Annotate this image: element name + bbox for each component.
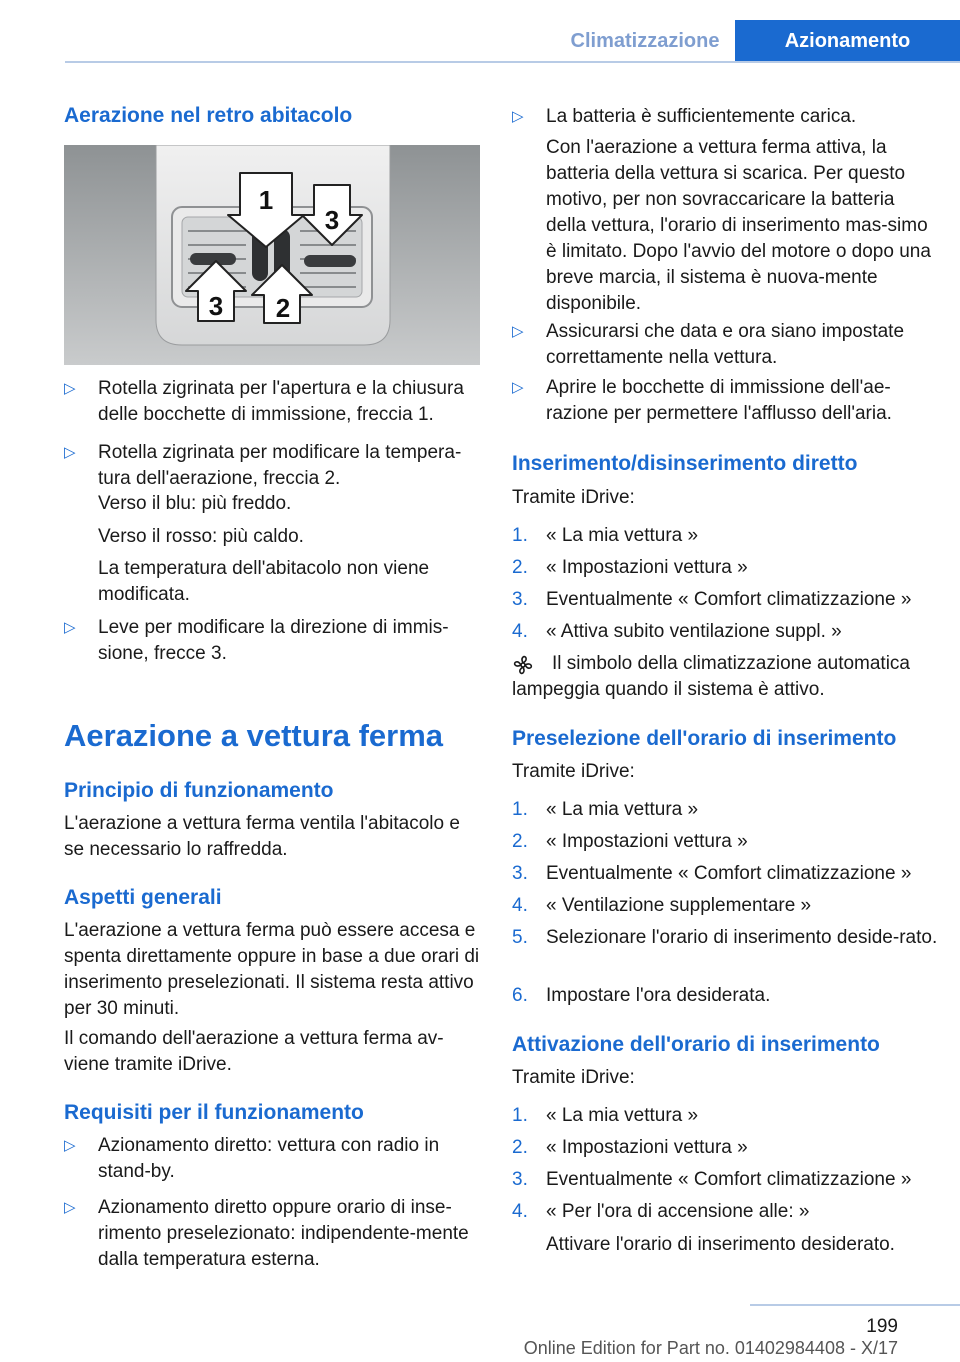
rear-vent-illustration <box>64 145 480 365</box>
step-item <box>512 893 932 919</box>
step-text: Impostare l'ora desiderata. <box>546 985 771 1006</box>
step-number: 3. <box>512 1169 528 1190</box>
heading-principle: Principio di funzionamento <box>64 779 334 802</box>
via-idrive-text: Tramite iDrive: <box>512 487 635 508</box>
step-item <box>512 555 932 581</box>
step-text: « Impostazioni vettura » <box>546 831 748 852</box>
step-number: 1. <box>512 525 528 546</box>
direct-note: Il simbolo della climatizzazione automatica lampeggia quando il sistema è attivo. <box>512 653 910 700</box>
bullet-item <box>512 104 932 130</box>
step-item <box>512 523 932 549</box>
bullet-text: Azionamento diretto: vettura con radio in stand-by. <box>98 1135 440 1182</box>
activation-extra: Attivare l'orario di inserimento desiderato. <box>546 1234 895 1255</box>
step-text: Eventualmente « Comfort climatizzazione » <box>546 589 912 610</box>
heading-rear-ventilation: Aerazione nel retro abitacolo <box>64 104 353 127</box>
step-number: 3. <box>512 589 528 610</box>
step-text: « Impostazioni vettura » <box>546 1137 748 1158</box>
step-text: Eventualmente « Comfort climatizzazione » <box>546 863 912 884</box>
bullet-arrow-icon: ▷ <box>64 1199 76 1216</box>
step-text: « La mia vettura » <box>546 1105 699 1126</box>
bullet-arrow-icon: ▷ <box>512 323 524 340</box>
figure-label-1: 1 <box>258 185 274 215</box>
step-item <box>512 1135 932 1161</box>
bullet-arrow-icon: ▷ <box>64 444 76 461</box>
step-number: 4. <box>512 621 528 642</box>
bullet-item <box>64 615 482 667</box>
step-item <box>512 587 932 613</box>
main-title: Aerazione a vettura ferma <box>64 718 444 753</box>
fan-icon <box>512 654 534 676</box>
step-text: « La mia vettura » <box>546 799 699 820</box>
figure-label-3-left: 3 <box>208 291 224 321</box>
via-idrive-text: Tramite iDrive: <box>512 1067 635 1088</box>
figure-label-2: 2 <box>275 293 291 323</box>
page-number: 199 <box>866 1316 898 1337</box>
heading-requirements: Requisiti per il funzionamento <box>64 1101 364 1124</box>
step-number: 1. <box>512 799 528 820</box>
bullet-arrow-icon: ▷ <box>64 1137 76 1154</box>
bullet-arrow-icon: ▷ <box>64 380 76 397</box>
step-item <box>512 829 932 855</box>
edition-note: Online Edition for Part no. 01402984408 - X/17 <box>523 1338 898 1358</box>
step-number: 4. <box>512 1201 528 1222</box>
page-header <box>555 20 960 62</box>
bullet-text: Azionamento diretto oppure orario di inse‐rimento preselezionato: indipendente‐mente dalla temperatura esterna. <box>98 1197 469 1270</box>
figure-label-3-right: 3 <box>324 205 340 235</box>
step-item <box>512 1199 932 1225</box>
step-item <box>512 619 932 645</box>
bullet-item <box>512 375 932 427</box>
step-text: Selezionare l'orario di inserimento deside‐rato. <box>546 927 938 948</box>
step-text: « Attiva subito ventilazione suppl. » <box>546 621 842 642</box>
step-number: 2. <box>512 557 528 578</box>
step-number: 2. <box>512 1137 528 1158</box>
footer-divider <box>750 1304 960 1306</box>
step-number: 5. <box>512 927 528 948</box>
bullet-text: Rotella zigrinata per modificare la tempera‐tura dell'aerazione, freccia 2. <box>98 442 462 489</box>
step-text: « Ventilazione supplementare » <box>546 895 812 916</box>
bullet-item <box>64 1133 482 1185</box>
step-item <box>512 797 932 823</box>
bullet-arrow-icon: ▷ <box>512 108 524 125</box>
rear-vent-figure <box>64 145 480 365</box>
step-text: « Per l'ora di accensione alle: » <box>546 1201 810 1222</box>
header-divider <box>65 61 960 63</box>
bullet-subtext: Verso il blu: più freddo. <box>98 493 292 514</box>
heading-preselection: Preselezione dell'orario di inserimento <box>512 727 897 750</box>
bullet-text: Leve per modificare la direzione di immis‐sione, frecce 3. <box>98 617 449 664</box>
section-tab: Climatizzazione <box>570 29 720 52</box>
bullet-text: Assicurarsi che data e ora siano impostate correttamente nella vettura. <box>546 321 905 368</box>
bullet-item <box>512 319 932 371</box>
bullet-subtext: Verso il rosso: più caldo. <box>98 526 304 547</box>
step-item <box>512 1103 932 1129</box>
general-text-2: Il comando dell'aerazione a vettura ferma av‐viene tramite iDrive. <box>64 1028 444 1075</box>
step-number: 3. <box>512 863 528 884</box>
step-number: 1. <box>512 1105 528 1126</box>
step-text: « Impostazioni vettura » <box>546 557 748 578</box>
current-section-tab: Azionamento <box>735 20 960 62</box>
step-number: 6. <box>512 985 528 1006</box>
general-text-1: L'aerazione a vettura ferma può essere accesa e spenta direttamente oppure in base a due orari di inserimento preselezionati. Il sistema resta attivo per 30 minuti. <box>64 920 480 1019</box>
bullet-text: Aprire le bocchette di immissione dell'ae‐razione per permettere l'afflusso dell'aria. <box>546 377 892 424</box>
bullet-item <box>64 440 482 492</box>
heading-general: Aspetti generali <box>64 886 222 909</box>
step-item <box>512 1167 932 1193</box>
via-idrive-text: Tramite iDrive: <box>512 761 635 782</box>
step-number: 2. <box>512 831 528 852</box>
heading-direct: Inserimento/disinserimento diretto <box>512 452 858 475</box>
principle-text: L'aerazione a vettura ferma ventila l'abitacolo e se necessario lo raffredda. <box>64 813 460 860</box>
step-item <box>512 861 932 887</box>
bullet-subtext: La temperatura dell'abitacolo non viene modificata. <box>98 558 430 605</box>
step-text: Eventualmente « Comfort climatizzazione » <box>546 1169 912 1190</box>
bullet-text: La batteria è sufficientemente carica. <box>546 106 857 127</box>
bullet-arrow-icon: ▷ <box>64 619 76 636</box>
step-number: 4. <box>512 895 528 916</box>
bullet-item <box>64 1195 482 1273</box>
bullet-item <box>64 376 482 428</box>
step-item <box>512 983 932 1009</box>
heading-activation: Attivazione dell'orario di inserimento <box>512 1033 880 1056</box>
step-text: « La mia vettura » <box>546 525 699 546</box>
battery-note: Con l'aerazione a vettura ferma attiva, la batteria della vettura si scarica. Per questo motivo, per non sovraccaricare la batteria della vettura, l'orario di inserimento mas‐simo è limitato. Dopo l'avvio del motore o dopo una breve marcia, il sistema è nuova‐mente disponibile. <box>546 137 931 314</box>
bullet-arrow-icon: ▷ <box>512 379 524 396</box>
bullet-text: Rotella zigrinata per l'apertura e la chiusura delle bocchette di immissione, freccia 1. <box>98 378 464 425</box>
step-item <box>512 925 938 977</box>
